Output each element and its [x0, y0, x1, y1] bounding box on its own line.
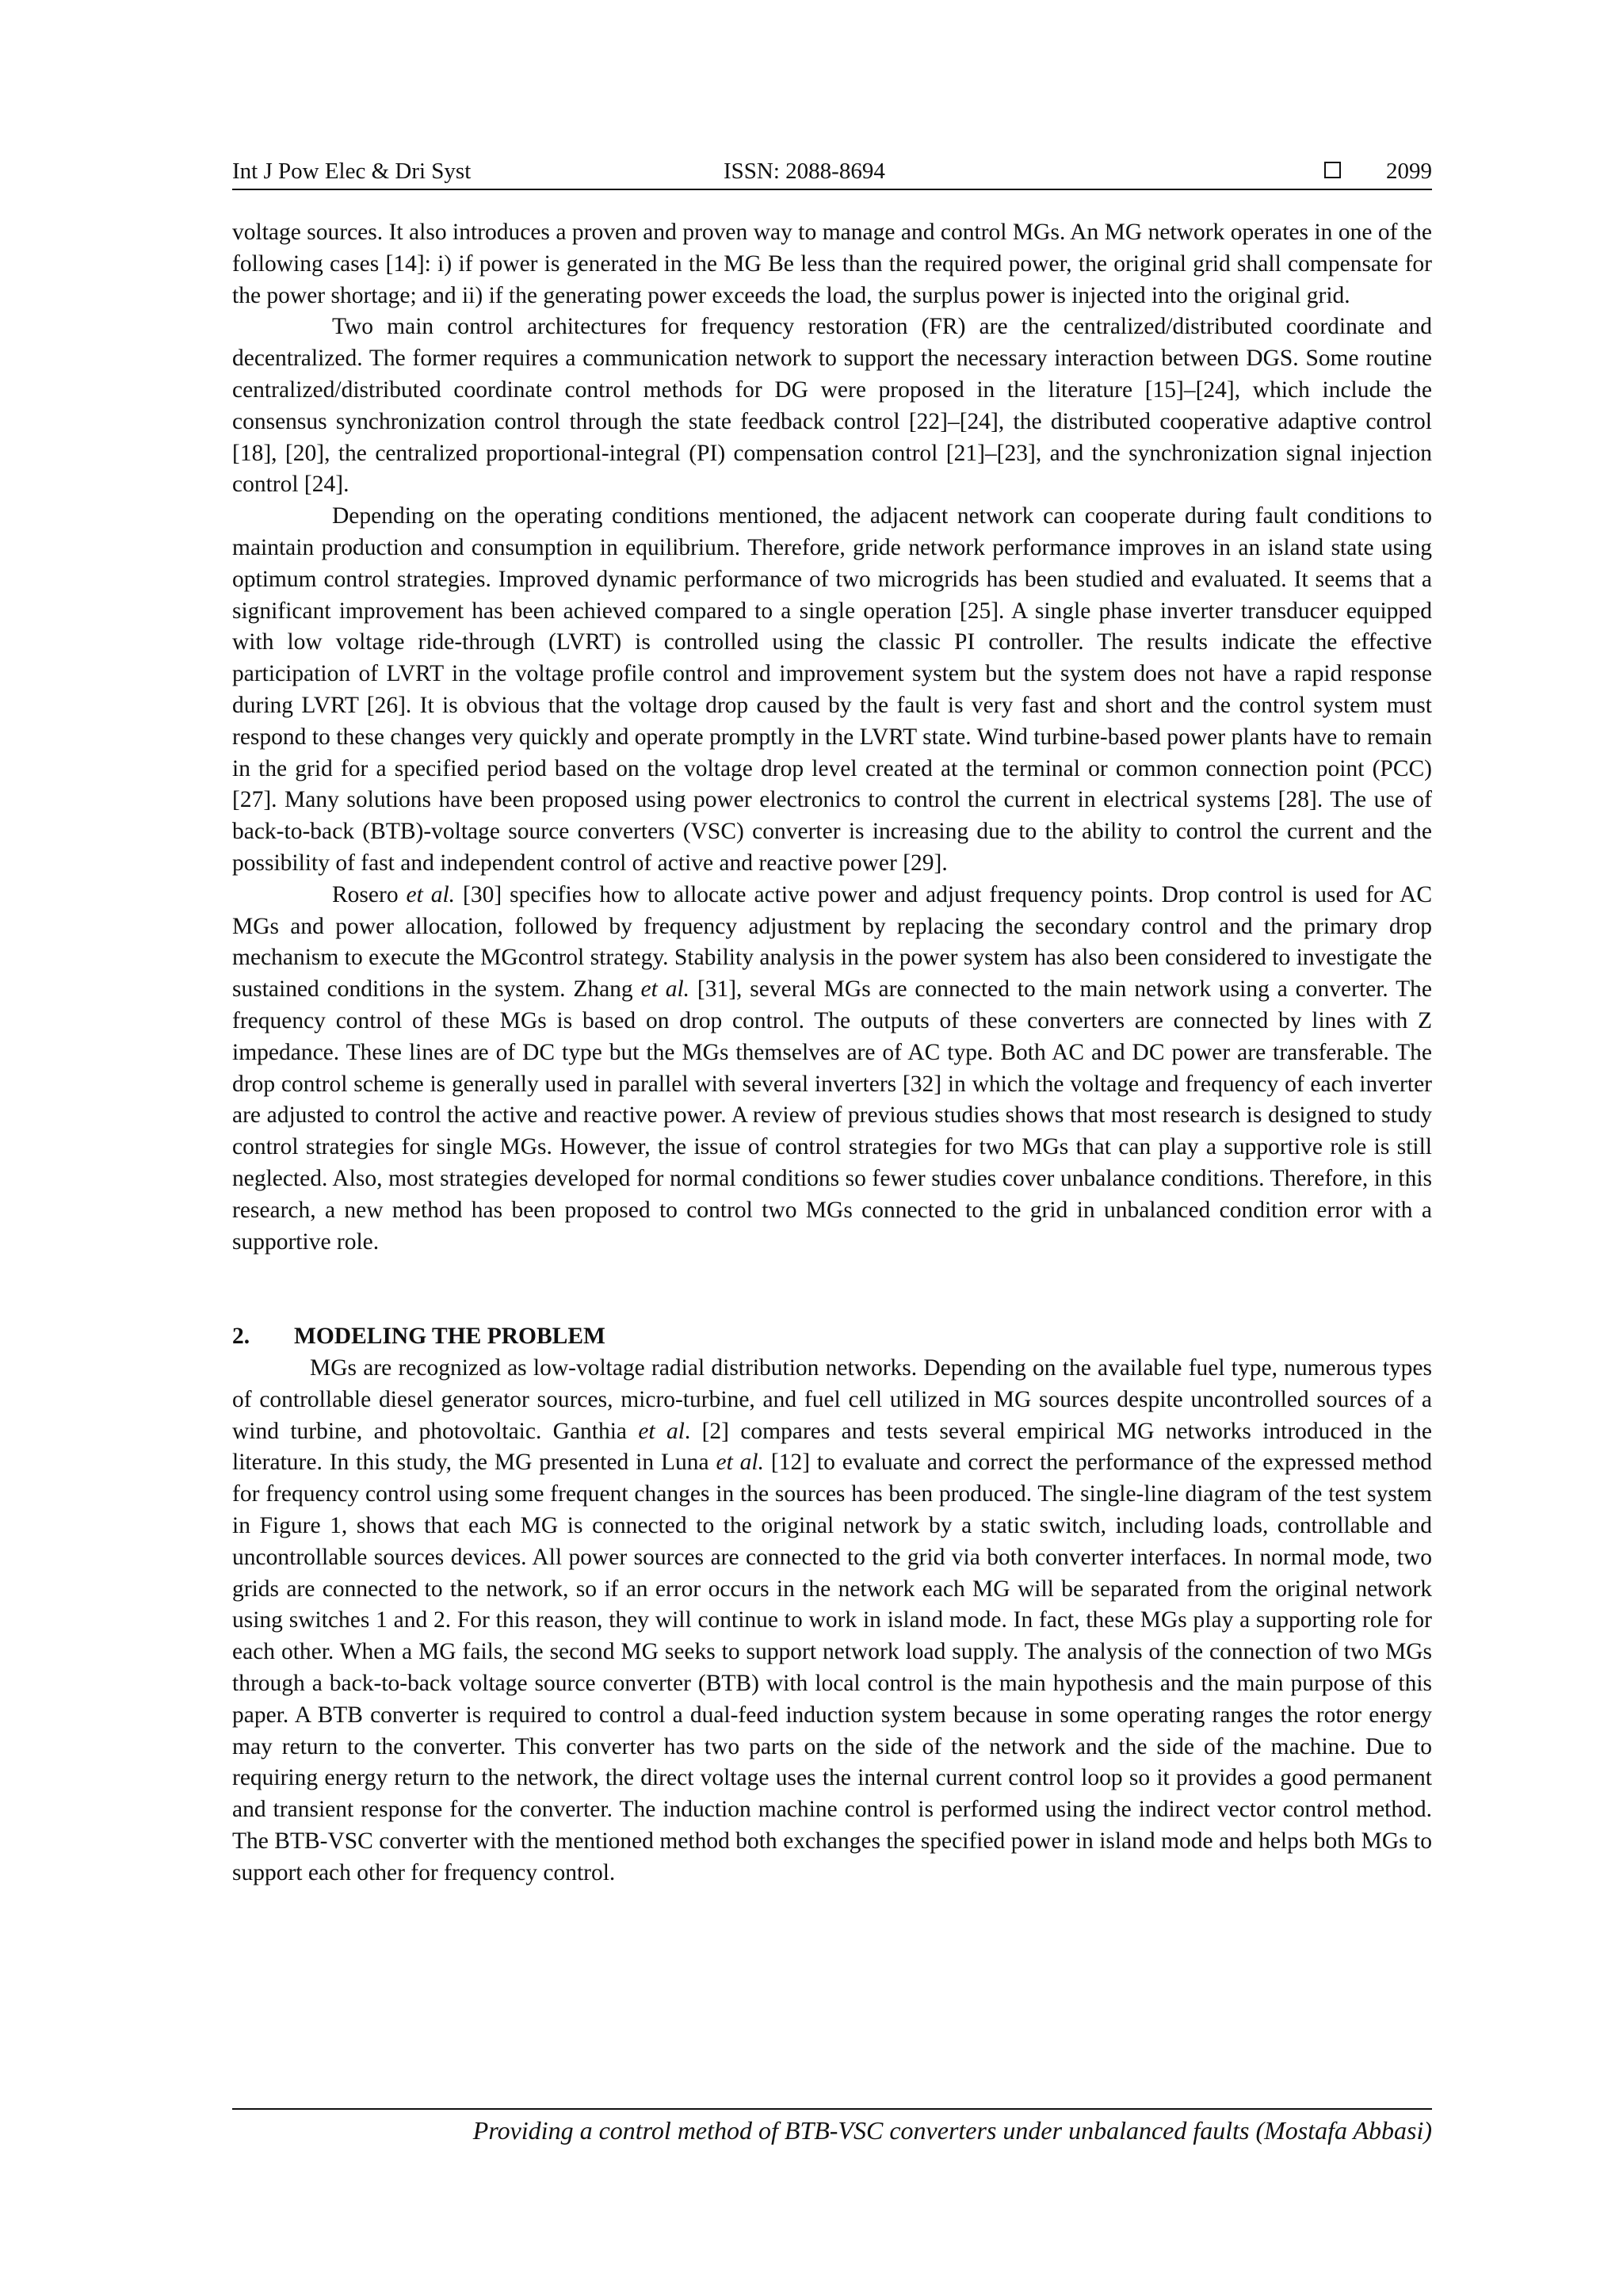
- paragraph-4: [232, 880, 1432, 1259]
- paragraph-4-text-1: [30] specifies how to allocate active power and adjust frequency points. Drop control is used for AC MGs and power allocation, followed by frequency adjustment by replacing the secondary control and the primary drop mechanism to execute the MGcontrol strategy. Stability analysis in the power system has also been considered to investigate the sustained conditions in the system. Zhang: [232, 881, 1432, 1003]
- et-al-4: et al.: [716, 1450, 764, 1476]
- author-rosero: Rosero: [332, 881, 399, 907]
- checkbox-square-icon: [1324, 162, 1341, 178]
- paragraph-5-text-2: . [2] compares and tests several empirical MG networks introduced in the literature. In this study, the MG presented in Luna: [232, 1418, 1432, 1476]
- paragraph-1: voltage sources. It also introduces a proven and proven way to manage and control MGs. An MG network operates in one of the following cases [14]: i) if power is generated in the MG Be less than the required power, the original grid shall compensate for the power shortage; and ii) if the generating power exceeds the load, the surplus power is injected into the original grid.: [232, 220, 1432, 308]
- page-header: [232, 157, 1432, 192]
- section-number: 2.: [232, 1324, 250, 1350]
- paragraph-2: Two main control architectures for frequency restoration (FR) are the centralized/distributed coordinate and decentralized. The former requires a communication network to support the necessary interaction between DGS. Some routine centralized/distributed coordinate control methods for DG were proposed in the literature [15]–[24], which include the consensus synchronization control through the state feedback control [22]–[24], the distributed cooperative adaptive control [18], [20], the centralized proportional-integral (PI) compensation control [21]–[23], and the synchronization signal injection control [24].: [232, 314, 1432, 498]
- page-footer: Providing a control method of BTB-VSC converters under unbalanced faults (Mostafa Abbasi): [472, 2116, 1432, 2145]
- page: [232, 0, 1432, 2296]
- paragraph-5: [232, 1353, 1432, 1889]
- et-al-3: et al: [638, 1418, 685, 1444]
- paragraph-3: Depending on the operating conditions mentioned, the adjacent network can cooperate during fault conditions to maintain production and consumption in equilibrium. Therefore, gride network performance improves in an island state using optimum control strategies. Improved dynamic performance of two microgrids has been studied and evaluated. It seems that a significant improvement has been achieved compared to a single operation [25]. A single phase inverter transducer equipped with low voltage ride-through (LVRT) is controlled using the classic PI controller. The results indicate the effective participation of LVRT in the voltage profile control and improvement system but the system does not have a rapid response during LVRT [26]. It is obvious that the voltage drop caused by the fault is very fast and short and the control system must respond to these changes very quickly and operate promptly in the LVRT state. Wind turbine-based power plants have to remain in the grid for a specified period based on the voltage drop level created at the terminal or common connection point (PCC) [27]. Many solutions have been proposed using power electronics to control the current in electrical systems [28]. The use of back-to-back (BTB)-voltage source converters (VSC) converter is increasing due to the ability to control the current and the possibility of fast and independent control of active and reactive power [29].: [232, 503, 1432, 876]
- journal-name: Int J Pow Elec & Dri Syst: [232, 159, 472, 184]
- header-divider: [232, 189, 1432, 190]
- section-title: MODELING THE PROBLEM: [294, 1324, 605, 1350]
- et-al-1: et al.: [406, 881, 456, 907]
- paragraph-4-text-2: [31], several MGs are connected to the main network using a converter. The frequency control of these MGs is based on drop control. The outputs of these converters are connected by lines with Z impedance. These lines are of DC type but the MGs themselves are of AC type. Both AC and DC power are transferable. The drop control scheme is generally used in parallel with several inverters [32] in which the voltage and frequency of each inverter are adjusted to control the active and reactive power. A review of previous studies shows that most research is designed to study control strategies for single MGs. However, the issue of control strategies for two MGs that can play a supportive role is still neglected. Also, most strategies developed for normal conditions so fewer studies cover unbalance conditions. Therefore, in this research, a new method has been proposed to control two MGs connected to the grid in unbalanced condition error with a supportive role.: [232, 976, 1432, 1255]
- paragraph-5-text-1: MGs are recognized as low-voltage radial distribution networks. Depending on the available fuel type, numerous types of controllable diesel generator sources, micro-turbine, and fuel cell utilized in MG sources despite uncontrolled sources of a wind turbine, and photovoltaic. Ganthia: [232, 1355, 1432, 1444]
- footer-divider: [232, 2108, 1432, 2110]
- page-number: 2099: [1386, 159, 1432, 184]
- section-heading: [232, 1321, 1432, 1353]
- issn-label: ISSN: 2088-8694: [724, 159, 885, 184]
- et-al-2: et al.: [640, 976, 690, 1003]
- article-body: [232, 217, 1432, 1889]
- paragraph-5-text-3: [12] to evaluate and correct the performance of the expressed method for frequency control using some frequent changes in the sources has been produced. The single-line diagram of the test system in Figure 1, shows that each MG is connected to the original network by a static switch, including loads, controllable and uncontrollable sources devices. All power sources are connected to the grid via both converter interfaces. In normal mode, two grids are connected to the network, so if an error occurs in the network each MG will be separated from the original network using switches 1 and 2. For this reason, they will continue to work in island mode. In fact, these MGs play a supporting role for each other. When a MG fails, the second MG seeks to support network load supply. The analysis of the connection of two MGs through a back-to-back voltage source converter (BTB) with local control is the main hypothesis and the main purpose of this paper. A BTB converter is required to control a dual-feed induction system because in some operating ranges the rotor energy may return to the converter. This converter has two parts on the side of the network and the side of the machine. Due to requiring energy return to the network, the direct voltage uses the internal current control loop so it provides a good permanent and transient response for the converter. The induction machine control is performed using the indirect vector control method. The BTB-VSC converter with the mentioned method both exchanges the specified power in island mode and helps both MGs to support each other for frequency control.: [232, 1450, 1432, 1885]
